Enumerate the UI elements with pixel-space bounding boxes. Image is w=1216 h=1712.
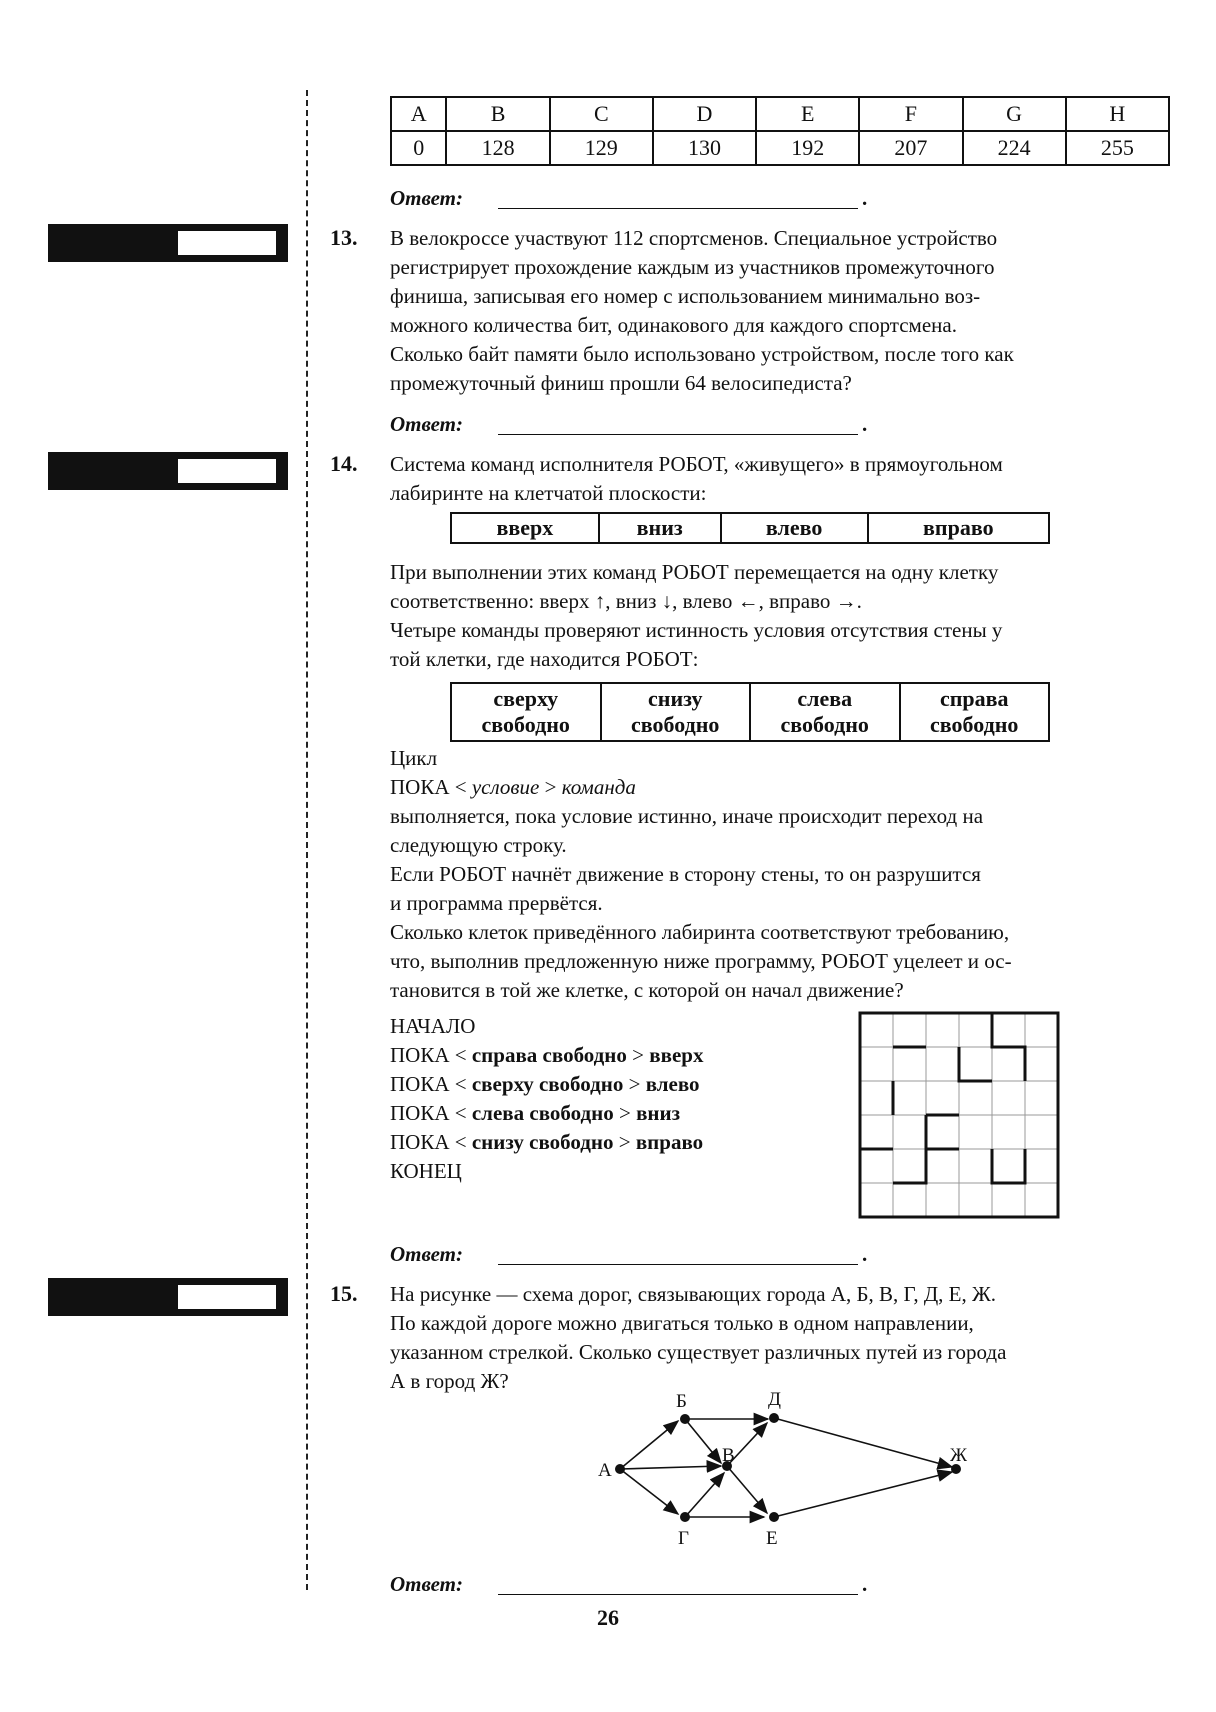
loop-command: вправо	[635, 1130, 704, 1154]
maze-walls	[860, 1013, 1025, 1183]
text-line: указанном стрелкой. Сколько существует различных путей из города	[390, 1340, 1007, 1364]
cycle-prefix: ПОКА <	[390, 775, 472, 799]
loop-keyword: ПОКА	[390, 1043, 450, 1067]
table-header-cell: D	[653, 97, 756, 131]
program-end: КОНЕЦ	[390, 1159, 462, 1183]
condition-cell	[900, 683, 1050, 741]
answer-line-14[interactable]	[390, 1242, 868, 1267]
condition-word: сверху	[493, 686, 559, 711]
condition-cell	[451, 683, 601, 741]
answer-dot: .	[862, 1572, 868, 1596]
text-line: той клетки, где находится РОБОТ:	[390, 647, 699, 671]
question-number-14: 14.	[330, 451, 358, 476]
command-cell: влево	[721, 513, 868, 543]
loop-keyword: ПОКА	[390, 1072, 450, 1096]
answer-box-15	[48, 1278, 288, 1316]
table-header-cell: E	[756, 97, 859, 131]
table-header-cell: F	[859, 97, 962, 131]
text-line: и программа прервётся.	[390, 891, 603, 915]
edge-b-v	[685, 1419, 721, 1463]
edge-a-v	[620, 1466, 721, 1469]
answer-line-15[interactable]	[390, 1572, 868, 1597]
node-e	[769, 1512, 779, 1522]
program-loop: ПОКА < слева свободно > вниз	[390, 1101, 681, 1125]
edge-a-b	[620, 1421, 678, 1469]
node-d	[769, 1413, 779, 1423]
label-v: В	[722, 1445, 735, 1466]
robot-program	[390, 1012, 703, 1186]
loop-keyword: ПОКА	[390, 1101, 450, 1125]
answer-label: Ответ:	[390, 1572, 463, 1596]
command-cell: вверх	[451, 513, 599, 543]
text-line: промежуточный финиш прошли 64 велосипедиста?	[390, 371, 852, 395]
label-d: Д	[768, 1390, 781, 1410]
table-value-cell: 0	[391, 131, 446, 165]
page-number: 26	[597, 1605, 619, 1630]
condition-cell	[601, 683, 751, 741]
answer-dot: .	[862, 412, 868, 436]
node-a	[615, 1464, 625, 1474]
text-line: выполняется, пока условие истинно, иначе происходит переход на	[390, 804, 984, 828]
text-line: что, выполнив предложенную ниже программу, РОБОТ уцелеет и ос-	[390, 949, 1012, 973]
text-line: На рисунке — схема дорог, связывающих города А, Б, В, Г, Д, Е, Ж.	[390, 1282, 997, 1306]
table-header-cell: B	[446, 97, 549, 131]
text-line: В велокроссе участвуют 112 спортсменов. Специальное устройство	[390, 226, 998, 250]
table-header-cell: C	[550, 97, 653, 131]
table-value-cell: 207	[859, 131, 962, 165]
program-loop: ПОКА < снизу свободно > вправо	[390, 1130, 704, 1154]
cycle-mid: >	[539, 775, 562, 799]
table-value-cell: 129	[550, 131, 653, 165]
question-number-13: 13.	[330, 225, 358, 250]
program-loop: ПОКА < сверху свободно > влево	[390, 1072, 700, 1096]
label-e: Е	[766, 1528, 778, 1549]
command-cell: вниз	[599, 513, 721, 543]
text-line: лабиринте на клетчатой плоскости:	[390, 481, 707, 505]
question-14-intro	[390, 450, 1168, 508]
text-line: регистрирует прохождение каждым из участников промежуточного	[390, 255, 995, 279]
text-line: Если РОБОТ начнёт движение в сторону стены, то он разрушится	[390, 862, 981, 886]
node-g	[680, 1512, 690, 1522]
commands-table	[450, 512, 1050, 544]
condition-word: слева	[797, 686, 853, 711]
table-header-cell: G	[963, 97, 1066, 131]
node-b	[680, 1414, 690, 1424]
condition-cell	[750, 683, 900, 741]
condition-word: свободно	[631, 712, 720, 737]
text-line: По каждой дороге можно двигаться только в одном направлении,	[390, 1311, 974, 1335]
condition-word: справа	[939, 686, 1009, 711]
value-table	[390, 96, 1170, 166]
edge-g-v	[685, 1473, 724, 1517]
edge-v-e	[727, 1466, 767, 1513]
loop-command: влево	[645, 1072, 700, 1096]
cycle-cmd: команда	[561, 775, 636, 799]
text-line: При выполнении этих команд РОБОТ перемещается на одну клетку	[390, 560, 999, 584]
answer-label: Ответ:	[390, 412, 463, 436]
text-line: тановится в той же клетке, с которой он начал движение?	[390, 978, 904, 1002]
text-line: следующую строку.	[390, 833, 567, 857]
loop-condition: сверху свободно	[471, 1072, 624, 1096]
table-value-cell: 255	[1066, 131, 1169, 165]
program-loop: ПОКА < справа свободно > вверх	[390, 1043, 704, 1067]
loop-condition: снизу свободно	[471, 1130, 614, 1154]
label-b: Б	[676, 1391, 687, 1412]
edge-d-zh	[774, 1418, 952, 1467]
label-a: А	[598, 1460, 612, 1481]
cycle-syntax	[390, 773, 1168, 802]
text-line: Сколько клеток приведённого лабиринта соответствуют требованию,	[390, 920, 1010, 944]
text-line: Четыре команды проверяют истинность условия отсутствия стены у	[390, 618, 1003, 642]
loop-condition: справа свободно	[471, 1043, 627, 1067]
loop-keyword: ПОКА	[390, 1130, 450, 1154]
program-begin: НАЧАЛО	[390, 1014, 476, 1038]
answer-label: Ответ:	[390, 1242, 463, 1266]
loop-command: вниз	[636, 1101, 681, 1125]
text-line: А в город Ж?	[390, 1369, 509, 1393]
question-number-15: 15.	[330, 1281, 358, 1306]
answer-line-13[interactable]	[390, 412, 868, 437]
conditions-table	[450, 682, 1050, 742]
question-14-rules	[390, 744, 1168, 1005]
text-line: финиша, записывая его номер с использованием минимально воз-	[390, 284, 981, 308]
answer-box-13	[48, 224, 288, 262]
label-g: Г	[678, 1528, 689, 1549]
text-line: можного количества бит, одинакового для каждого спортсмена.	[390, 313, 957, 337]
condition-word: снизу	[648, 686, 703, 711]
question-14-move-text	[390, 558, 1168, 674]
cycle-cond: условие	[471, 775, 540, 799]
answer-dot: .	[862, 1242, 868, 1266]
loop-command: вверх	[649, 1043, 704, 1067]
edge-e-zh	[774, 1472, 952, 1517]
label-zh: Ж	[950, 1445, 968, 1466]
answer-box-14	[48, 452, 288, 490]
text-line: Система команд исполнителя РОБОТ, «живущего» в прямоугольном	[390, 452, 1003, 476]
question-13-text	[390, 224, 1168, 398]
condition-word: свободно	[481, 712, 570, 737]
condition-word: свободно	[780, 712, 869, 737]
table-header-cell: A	[391, 97, 446, 131]
answer-label: Ответ:	[390, 186, 463, 210]
maze-diagram	[858, 1008, 1064, 1220]
command-cell: вправо	[868, 513, 1049, 543]
table-value-cell: 128	[446, 131, 549, 165]
loop-condition: слева свободно	[471, 1101, 614, 1125]
cut-line	[306, 90, 308, 1590]
table-value-cell: 192	[756, 131, 859, 165]
road-graph	[590, 1390, 990, 1550]
table-header-cell: H	[1066, 97, 1169, 131]
answer-line-12[interactable]	[390, 186, 868, 211]
condition-word: свободно	[930, 712, 1019, 737]
text-line: Сколько байт памяти было использовано устройством, после того как	[390, 342, 1014, 366]
table-value-cell: 130	[653, 131, 756, 165]
cycle-word: Цикл	[390, 746, 438, 770]
question-15-text	[390, 1280, 1168, 1396]
table-value-cell: 224	[963, 131, 1066, 165]
answer-dot: .	[862, 186, 868, 210]
edge-a-g	[620, 1469, 678, 1514]
text-line: соответственно: вверх ↑, вниз ↓, влево ←, вправо →.	[390, 589, 862, 613]
